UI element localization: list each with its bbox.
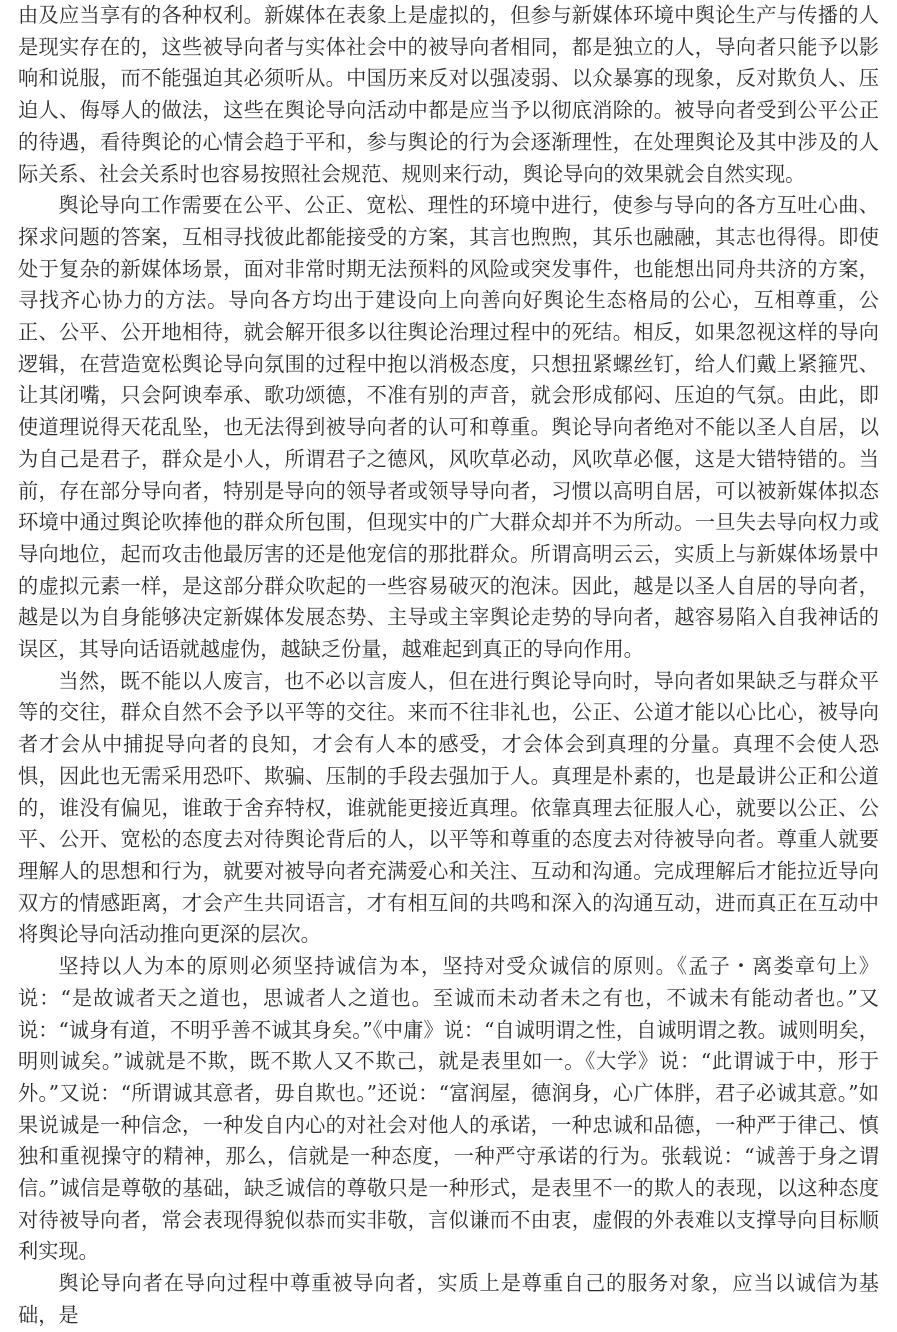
paragraph-5: 舆论导向者在导向过程中尊重被导向者，实质上是尊重自己的服务对象，应当以诚信为基础，是 [18,1271,879,1327]
paragraph-4: 坚持以人为本的原则必须坚持诚信为本，坚持对受众诚信的原则。《孟子・离娄章句上》说：“是故诚者天之道也，思诚者人之道也。至诚而未动者未之有也，不诚未有能动者也。”又说：“诚身有道，不明乎善不诚其身矣。”《中庸》说：“自诚明谓之性，自诚明谓之教。诚则明矣，明则诚矣。”诚就是不欺，既不欺人又不欺己，就是表里如一。《大学》说：“此谓诚于中，形于外。”又说：“所谓诚其意者，毋自欺也。”还说：“富润屋，德润身，心广体胖，君子必诚其意。”如果说诚是一种信念，一种发自内心的对社会对他人的承诺，一种忠诚和品德，一种严于律己、慎独和重视操守的精神，那么，信就是一种态度，一种严守承诺的行为。张载说：“诚善于身之谓信。”诚信是尊敬的基础，缺乏诚信的尊敬只是一种形式，是表里不一的欺人的表现，以这种态度对待被导向者，常会表现得貌似恭而实非敬，言似谦而不由衷，虚假的外表难以支撑导向目标顺利实现。 [18,954,879,1264]
paragraph-2: 舆论导向工作需要在公平、公正、宽松、理性的环境中进行，使参与导向的各方互吐心曲、探求问题的答案，互相寻找彼此都能接受的方案，其言也煦煦，其乐也融融，其志也得得。即使处于复杂的新媒体场景，面对非常时期无法预料的风险或突发事件，也能想出同舟共济的方案，寻找齐心协力的方法。导向各方均出于建设向上向善向好舆论生态格局的公心，互相尊重，公正、公平、公开地相待，就会解开很多以往舆论治理过程中的死结。相反，如果忽视这样的导向逻辑，在营造宽松舆论导向氛围的过程中抱以消极态度，只想扭紧螺丝钉，给人们戴上紧箍咒、让其闭嘴，只会阿谀奉承、歌功颂德，不准有别的声音，就会形成郁闷、压迫的气氛。由此，即使道理说得天花乱坠，也无法得到被导向者的认可和尊重。舆论导向者绝对不能以圣人自居，以为自己是君子，群众是小人，所谓君子之德风，风吹草必动，风吹草必偃，这是大错特错的。当前，存在部分导向者，特别是导向的领导者或领导导向者，习惯以高明自居，可以被新媒体拟态环境中通过舆论吹捧他的群众所包围，但现实中的广大群众却并不为所动。一旦失去导向权力或导向地位，起而攻击他最厉害的还是他宠信的那批群众。所谓高明云云，实质上与新媒体场景中的虚拟元素一样，是这部分群众吹起的一些容易破灭的泡沫。因此，越是以圣人自居的导向者，越是以为自身能够决定新媒体发展态势、主导或主宰舆论走势的导向者，越容易陷入自我神话的误区，其导向话语就越虚伪，越缺乏份量，越难起到真正的导向作用。 [18,193,879,662]
document-page [18,0,879,1327]
paragraph-1: 由及应当享有的各种权利。新媒体在表象上是虚拟的，但参与新媒体环境中舆论生产与传播的人是现实存在的，这些被导向者与实体社会中的被导向者相同，都是独立的人，导向者只能予以影响和说服，而不能强迫其必须听从。中国历来反对以强凌弱、以众暴寡的现象，反对欺负人、压迫人、侮辱人的做法，这些在舆论导向活动中都是应当予以彻底消除的。被导向者受到公平公正的待遇，看待舆论的心情会趋于平和，参与舆论的行为会逐渐理性，在处理舆论及其中涉及的人际关系、社会关系时也容易按照社会规范、规则来行动，舆论导向的效果就会自然实现。 [18,3,879,186]
paragraph-3: 当然，既不能以人废言，也不必以言废人，但在进行舆论导向时，导向者如果缺乏与群众平等的交往，群众自然不会予以平等的交往。来而不往非礼也，公正、公道才能以心比心，被导向者才会从中捕捉导向者的良知，才会有人本的感受，才会体会到真理的分量。真理不会使人恐惧，因此也无需采用恐吓、欺骗、压制的手段去强加于人。真理是朴素的，也是最讲公正和公道的，谁没有偏见，谁敢于舍弃特权，谁就能更接近真理。依靠真理去征服人心，就要以公正、公平、公开、宽松的态度去对待舆论背后的人，以平等和尊重的态度去对待被导向者。尊重人就要理解人的思想和行为，就要对被导向者充满爱心和关注、互动和沟通。完成理解后才能拉近导向双方的情感距离，才会产生共同语言，才有相互间的共鸣和深入的沟通互动，进而真正在互动中将舆论导向活动推向更深的层次。 [18,668,879,947]
